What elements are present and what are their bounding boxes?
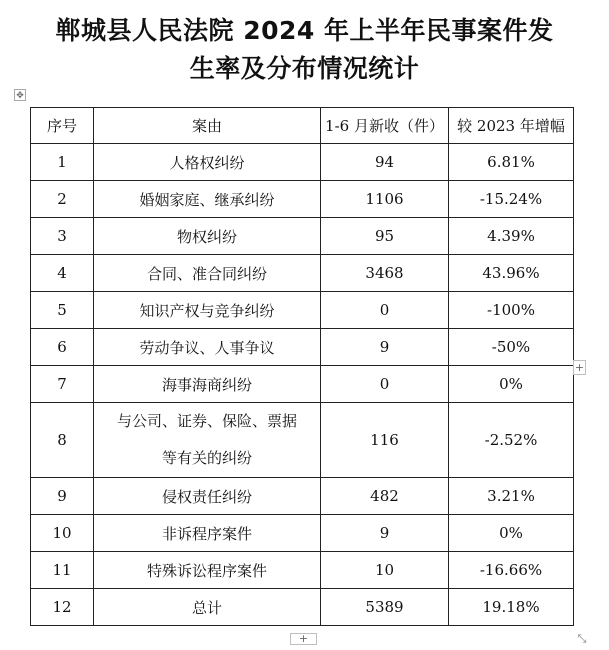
- cell-no: 12: [31, 589, 94, 626]
- cell-no: 6: [31, 329, 94, 366]
- header-count: 1-6 月新收（件）: [321, 108, 449, 144]
- table-row: [31, 589, 574, 626]
- cell-count: 3468: [321, 255, 449, 292]
- table-row: [31, 552, 574, 589]
- table-row: [31, 478, 574, 515]
- cell-cause: 海事海商纠纷: [94, 366, 321, 403]
- cell-growth: 0%: [449, 515, 574, 552]
- cell-cause: 侵权责任纠纷: [94, 478, 321, 515]
- header-growth: 较 2023 年增幅: [449, 108, 574, 144]
- cell-cause: 劳动争议、人事争议: [94, 329, 321, 366]
- cell-growth: -50%: [449, 329, 574, 366]
- cell-growth: 3.21%: [449, 478, 574, 515]
- table-header-row: [31, 108, 574, 144]
- add-row-icon[interactable]: +: [290, 633, 317, 645]
- cell-growth: -100%: [449, 292, 574, 329]
- cell-no: 2: [31, 181, 94, 218]
- cell-no: 11: [31, 552, 94, 589]
- cell-growth: 0%: [449, 366, 574, 403]
- table-resize-icon[interactable]: ⤡: [577, 632, 587, 645]
- document-title: [0, 12, 609, 88]
- header-cause: 案由: [94, 108, 321, 144]
- cell-cause: 与公司、证券、保险、票据等有关的纠纷: [94, 403, 321, 478]
- table-row: [31, 144, 574, 181]
- cell-growth: 6.81%: [449, 144, 574, 181]
- cell-count: 95: [321, 218, 449, 255]
- title-line-1: 郸城县人民法院 2024 年上半年民事案件发: [55, 16, 554, 45]
- cell-growth: -15.24%: [449, 181, 574, 218]
- table-row: [31, 292, 574, 329]
- cell-cause: 合同、准合同纠纷: [94, 255, 321, 292]
- cell-cause: 总计: [94, 589, 321, 626]
- cell-cause: 人格权纠纷: [94, 144, 321, 181]
- cell-count: 0: [321, 366, 449, 403]
- add-column-icon[interactable]: +: [574, 361, 585, 374]
- table-row: [31, 366, 574, 403]
- cell-count: 94: [321, 144, 449, 181]
- cell-no: 3: [31, 218, 94, 255]
- cell-count: 482: [321, 478, 449, 515]
- cell-growth: 4.39%: [449, 218, 574, 255]
- cell-no: 7: [31, 366, 94, 403]
- cell-cause: 物权纠纷: [94, 218, 321, 255]
- cell-count: 116: [321, 403, 449, 478]
- table-row: [31, 329, 574, 366]
- cell-no: 10: [31, 515, 94, 552]
- cell-growth: 43.96%: [449, 255, 574, 292]
- cell-count: 10: [321, 552, 449, 589]
- cell-count: 5389: [321, 589, 449, 626]
- cell-growth: -2.52%: [449, 403, 574, 478]
- table-row: [31, 515, 574, 552]
- cell-growth: 19.18%: [449, 589, 574, 626]
- cell-cause: 特殊诉讼程序案件: [94, 552, 321, 589]
- cell-cause: 非诉程序案件: [94, 515, 321, 552]
- cell-no: 9: [31, 478, 94, 515]
- cell-count: 9: [321, 329, 449, 366]
- cell-cause: 婚姻家庭、继承纠纷: [94, 181, 321, 218]
- cell-count: 1106: [321, 181, 449, 218]
- statistics-table: [30, 107, 574, 626]
- cell-no: 4: [31, 255, 94, 292]
- table-row: [31, 181, 574, 218]
- cell-count: 9: [321, 515, 449, 552]
- cell-no: 1: [31, 144, 94, 181]
- cell-count: 0: [321, 292, 449, 329]
- header-no: 序号: [31, 108, 94, 144]
- table-row: [31, 403, 574, 478]
- table-row: [31, 255, 574, 292]
- table-move-icon[interactable]: ✥: [14, 89, 26, 101]
- title-line-2: 生率及分布情况统计: [189, 54, 420, 83]
- cell-cause: 知识产权与竞争纠纷: [94, 292, 321, 329]
- cell-growth: -16.66%: [449, 552, 574, 589]
- cell-no: 5: [31, 292, 94, 329]
- cell-no: 8: [31, 403, 94, 478]
- table-row: [31, 218, 574, 255]
